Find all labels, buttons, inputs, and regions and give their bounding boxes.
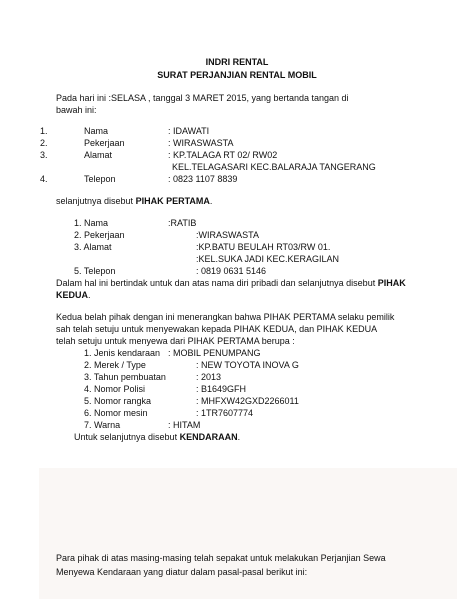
party1-closing-bold: PIHAK PERTAMA: [135, 196, 210, 206]
party1-closing-prefix: selanjutnya disebut: [56, 196, 136, 206]
party1-num-1: 1.: [40, 126, 48, 136]
vehicle-para-line-2: sah telah setuju untuk menyewakan kepada PIHAK KEDUA, dan PIHAK KEDUA: [56, 324, 378, 334]
agreement-line-2: Menyewa Kendaraan yang diatur dalam pasal-pasal berikut ini:: [56, 567, 308, 577]
vehicle-label-jenis: 1. Jenis kendaraan: [84, 348, 161, 358]
party2-value-nama: :RATIB: [168, 218, 197, 228]
party2-value-telepon: : 0819 0631 5146: [196, 266, 267, 276]
party2-value-pekerjaan: :WIRASWASTA: [196, 230, 259, 240]
party2-closing-line-2: [56, 290, 91, 301]
party2-closing-prefix: Dalam hal ini bertindak untuk dan atas nama diri pribadi dan selanjutnya disebut: [56, 278, 378, 288]
party1-closing-suffix: .: [209, 196, 213, 206]
vehicle-value-polisi: : B1649GFH: [196, 384, 247, 394]
vehicle-closing-prefix: Untuk selanjutnya disebut: [74, 432, 180, 442]
agreement-line-1: Para pihak di atas masing-masing telah sepakat untuk melakukan Perjanjian Sewa: [56, 553, 386, 563]
vehicle-value-jenis: : MOBIL PENUMPANG: [168, 348, 261, 358]
vehicle-label-mesin: 6. Nomor mesin: [84, 408, 148, 418]
vehicle-closing: [74, 432, 240, 443]
vehicle-label-polisi: 4. Nomor Polisi: [84, 384, 146, 394]
vehicle-value-tahun: : 2013: [196, 372, 222, 382]
party2-value-alamat: :KP.BATU BEULAH RT03/RW 01.: [196, 242, 331, 252]
party1-value-alamat-2: KEL.TELAGASARI KEC.BALARAJA TANGERANG: [172, 162, 376, 172]
vehicle-label-warna: 7. Warna: [84, 420, 121, 430]
party2-value-alamat-2: :KEL.SUKA JADI KEC.KERAGILAN: [196, 254, 340, 264]
party2-label-alamat: 3. Alamat: [74, 242, 112, 252]
party1-label-telepon: Telepon: [84, 174, 116, 184]
vehicle-para-line-1: Kedua belah pihak dengan ini menerangkan bahwa PIHAK PERTAMA selaku pemilik: [56, 312, 395, 322]
intro-line-1: Pada hari ini :SELASA , tanggal 3 MARET 2015, yang bertanda tangan di: [56, 93, 349, 103]
party1-label-nama: Nama: [84, 126, 109, 136]
party1-value-pekerjaan: : WIRASWASTA: [168, 138, 234, 148]
vehicle-label-tahun: 3. Tahun pembuatan: [84, 372, 166, 382]
vehicle-label-merek: 2. Merek / Type: [84, 360, 146, 370]
party2-closing-bold-1: PIHAK: [377, 278, 406, 288]
party2-label-telepon: 5. Telepon: [74, 266, 116, 276]
party1-closing: [56, 196, 212, 207]
party2-closing-suffix: .: [88, 290, 91, 300]
vehicle-value-mesin: : 1TR7607774: [196, 408, 254, 418]
party1-label-alamat: Alamat: [84, 150, 113, 160]
vehicle-value-merek: : NEW TOYOTA INOVA G: [196, 360, 299, 370]
vehicle-value-rangka: : MHFXW42GXD2266011: [196, 396, 299, 406]
document-title: INDRI RENTAL: [205, 57, 269, 67]
party2-label-pekerjaan: 2. Pekerjaan: [74, 230, 125, 240]
document-subtitle: SURAT PERJANJIAN RENTAL MOBIL: [157, 70, 317, 80]
party2-closing-line-1: [56, 278, 406, 289]
party1-label-pekerjaan: Pekerjaan: [84, 138, 125, 148]
vehicle-para-line-3: telah setuju untuk menyewa dari PIHAK PERTAMA berupa :: [56, 336, 295, 346]
party2-label-nama: 1. Nama: [74, 218, 109, 228]
vehicle-closing-bold: KENDARAAN: [179, 432, 238, 442]
vehicle-label-rangka: 5. Nomor rangka: [84, 396, 152, 406]
party1-num-3: 3.: [40, 150, 48, 160]
party2-closing-bold-2: KEDUA: [56, 290, 89, 300]
party1-value-nama: : IDAWATI: [168, 126, 210, 136]
shaded-section: [39, 468, 457, 599]
intro-line-2: bawah ini:: [56, 105, 97, 115]
vehicle-closing-suffix: .: [237, 432, 241, 442]
party1-value-telepon: : 0823 1107 8839: [168, 174, 238, 184]
party1-num-2: 2.: [40, 138, 48, 148]
party1-num-4: 4.: [40, 174, 48, 184]
party1-value-alamat: : KP.TALAGA RT 02/ RW02: [168, 150, 278, 160]
vehicle-value-warna: : HITAM: [168, 420, 201, 430]
